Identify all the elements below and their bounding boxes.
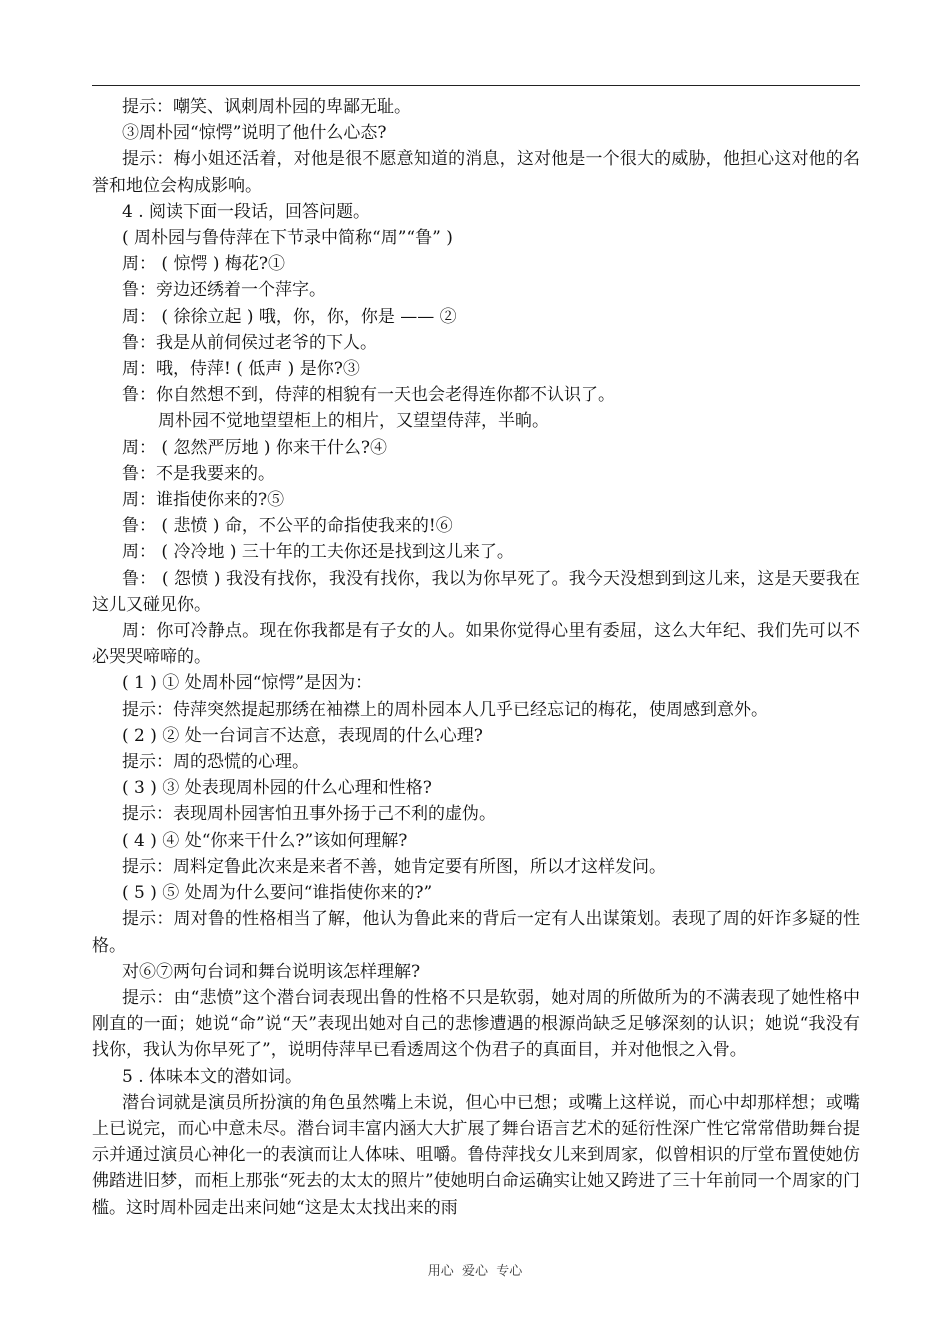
dialogue-line: 鲁： ( 悲愤 ) 命，不公平的命指使我来的!⑥ bbox=[122, 516, 453, 537]
stage-direction: 周朴园不觉地望望柜上的相片，又望望侍萍，半晌。 bbox=[158, 411, 549, 432]
header-rule bbox=[92, 85, 860, 86]
question: 对⑥⑦两句台词和舞台说明该怎样理解? bbox=[122, 961, 421, 982]
question: ( 1 ) ① 处周朴园“惊愕”是因为： bbox=[122, 673, 373, 694]
dialogue-line: 鲁：不是我要来的。 bbox=[122, 463, 275, 484]
hint: 提示：周料定鲁此次来是来者不善，她肯定要有所图，所以才这样发问。 bbox=[122, 856, 666, 877]
paragraph: ③周朴园“惊愕”说明了他什么心态? bbox=[122, 123, 387, 144]
dialogue-line: 周： ( 徐徐立起 ) 哦，你，你，你是 —— ② bbox=[122, 306, 457, 327]
dialogue-line: 周： ( 冷冷地 ) 三十年的工夫你还是找到这儿来了。 bbox=[122, 542, 514, 563]
question: ( 3 ) ③ 处表现周朴园的什么心理和性格? bbox=[122, 778, 432, 799]
dialogue-line: 鲁：你自然想不到，侍萍的相貌有一天也会老得连你都不认识了。 bbox=[122, 385, 615, 406]
section-heading: 5 . 体味本文的潜如词。 bbox=[122, 1066, 303, 1087]
paragraph: ( 周朴园与鲁侍萍在下节录中简称“周”“鲁” ) bbox=[122, 228, 453, 249]
paragraph: 潜台词就是演员所扮演的角色虽然嘴上未说，但心中已想；或嘴上这样说，而心中却那样想；或嘴上已说完，而心中意未尽。潜台词丰富内涵大大扩展了舞台语言艺术的延衍性深广性它常常借助舞台提示并通过演员心神化一的表演而让人体味、咀嚼。鲁侍萍找女儿来到周家，似曾相识的厅堂布置使她仿佛踏进旧梦，而柜上那张“死去的太太的照片”使她明白命运确实让她又跨进了三十年前同一个周家的门槛。这时周朴园走出来问她“这是太太找出来的雨 bbox=[92, 1092, 860, 1218]
hint: 提示：周对鲁的性格相当了解，他认为鲁此来的背后一定有人出谋策划。表现了周的奸诈多疑的性格。 bbox=[92, 909, 860, 956]
paragraph: 提示：梅小姐还活着，对他是很不愿意知道的消息，这对他是一个很大的威胁，他担心这对他的名誉和地位会构成影响。 bbox=[92, 149, 860, 196]
question: ( 4 ) ④ 处“你来干什么?”该如何理解? bbox=[122, 830, 408, 851]
question: ( 5 ) ⑤ 处周为什么要问“谁指使你来的?” bbox=[122, 883, 433, 904]
paragraph: 4 . 阅读下面一段话，回答问题。 bbox=[122, 201, 371, 222]
dialogue-line: 鲁： ( 怨愤 ) 我没有找你，我没有找你，我以为你早死了。我今天没想到到这儿来，这是天要我在这儿又碰见你。 bbox=[92, 568, 860, 615]
hint: 提示：表现周朴园害怕丑事外扬于己不利的虚伪。 bbox=[122, 804, 496, 825]
dialogue-line: 周：哦，侍萍! ( 低声 ) 是你?③ bbox=[122, 359, 360, 380]
dialogue-line: 鲁：我是从前伺侯过老爷的下人。 bbox=[122, 332, 377, 353]
document-body bbox=[92, 94, 860, 1221]
hint: 提示：由“悲愤”这个潜台词表现出鲁的性格不只是软弱，她对周的所做所为的不满表现了她性格中刚直的一面；她说“命”说“天”表现出她对自己的悲惨遭遇的根源尚缺乏足够深刻的认识；她说“我没有找你，我认为你早死了”，说明侍萍早已看透周这个伪君子的真面目，并对他恨之入骨。 bbox=[92, 987, 860, 1061]
dialogue-line: 周： ( 惊愕 ) 梅花?① bbox=[122, 254, 285, 275]
question: ( 2 ) ② 处一台词言不达意，表现周的什么心理? bbox=[122, 725, 483, 746]
dialogue-line: 周：你可冷静点。现在你我都是有子女的人。如果你觉得心里有委屈，这么大年纪、我们先可以不必哭哭啼啼的。 bbox=[92, 621, 860, 668]
dialogue-line: 周： ( 忽然严厉地 ) 你来干什么?④ bbox=[122, 437, 387, 458]
hint: 提示：周的恐慌的心理。 bbox=[122, 752, 309, 773]
dialogue-line: 鲁：旁边还绣着一个萍字。 bbox=[122, 280, 326, 301]
paragraph: 提示：嘲笑、讽刺周朴园的卑鄙无耻。 bbox=[122, 97, 411, 117]
hint: 提示：侍萍突然提起那绣在袖襟上的周朴园本人几乎已经忘记的梅花，使周感到意外。 bbox=[122, 699, 768, 720]
page-footer: 用心 爱心 专心 bbox=[427, 1264, 523, 1279]
dialogue-line: 周：谁指使你来的?⑤ bbox=[122, 490, 285, 511]
